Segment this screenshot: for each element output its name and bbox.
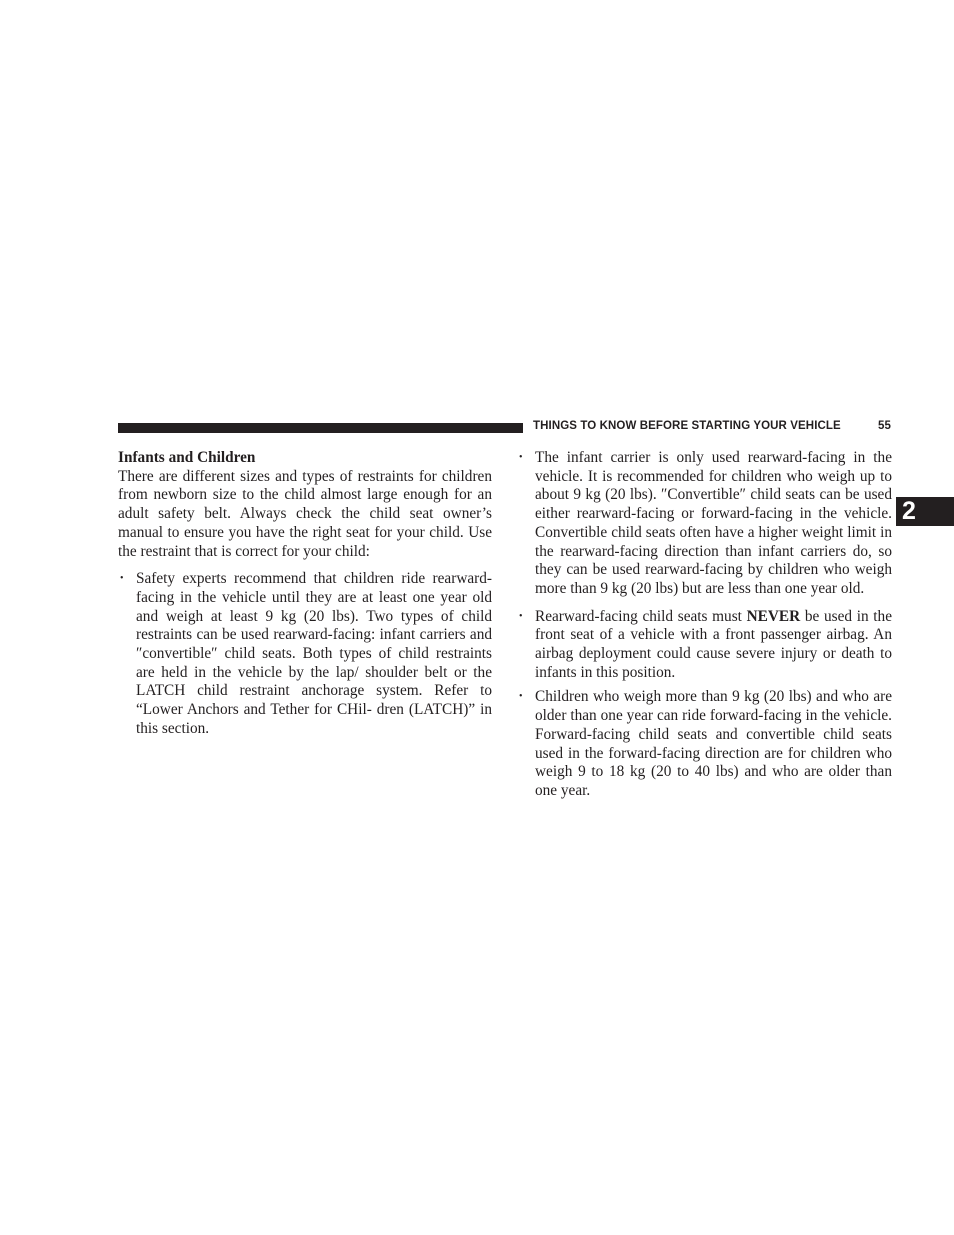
right-bullet-list (517, 449, 892, 801)
bullet-text-after: be used in the front seat of a vehicle with a front passenger airbag. An airbag deployment could cause severe injury or death to infants in this position. (535, 607, 892, 681)
intro-paragraph: There are different sizes and types of restraints for children from newborn size to the child almost large enough for an adult safety belt. Always check the child seat owner’s manual to ensure you have the right seat for your child. Use the restraint that is correct for your child: (118, 467, 492, 560)
list-item (517, 449, 892, 599)
right-column (517, 449, 892, 810)
section-title: THINGS TO KNOW BEFORE STARTING YOUR VEHICLE (533, 420, 841, 432)
bullet-text: The infant carrier is only used rearward-facing in the vehicle. It is recommended for children who weigh up to about 9 kg (20 lbs). ″Convertible″ child seats can be used either rearward-facing or forward-facing in the vehicle. Convertible child seats often have a higher weight limit in the rearward-facing direction than infant carriers do, so they can be used rearward-facing by children who weigh more than 9 kg (20 lbs) but are less than one year old. (535, 449, 892, 597)
left-column (118, 449, 492, 748)
header-rule (118, 423, 523, 433)
bullet-icon: • (120, 573, 124, 585)
bullet-icon: • (519, 691, 523, 703)
bullet-text: Safety experts recommend that children ride rearward-facing in the vehicle until they are at least one year old and weigh at least 9 kg (20 lbs). Two types of child restraints can be used rearward-facing: infant carriers and ″convertible″ child seats. Both types of child restraints are held in the vehicle by the lap/ shoulder belt or the LATCH child restraint anchorage system. Refer to “Lower Anchors and Tether for CHil- dren (LATCH)” in this section. (136, 570, 492, 737)
chapter-tab: 2 (896, 497, 954, 526)
left-bullet-list (118, 570, 492, 738)
running-header (533, 420, 891, 432)
bullet-text-before: Rearward-facing child seats must (535, 607, 747, 625)
section-heading: Infants and Children (118, 449, 256, 466)
list-item (517, 688, 892, 800)
emphasis-never: NEVER (746, 607, 801, 625)
page-number: 55 (878, 420, 891, 432)
list-item (118, 570, 492, 738)
bullet-icon: • (519, 452, 523, 463)
bullet-icon: • (519, 610, 523, 622)
bullet-text: Children who weigh more than 9 kg (20 lbs) and who are older than one year can ride forward-facing in the vehicle. Forward-facing child seats and convertible child seats used in the forward-facing direction are for children who weigh 9 to 18 kg (20 to 40 lbs) and who are older than one year. (535, 688, 892, 799)
list-item (517, 608, 892, 683)
